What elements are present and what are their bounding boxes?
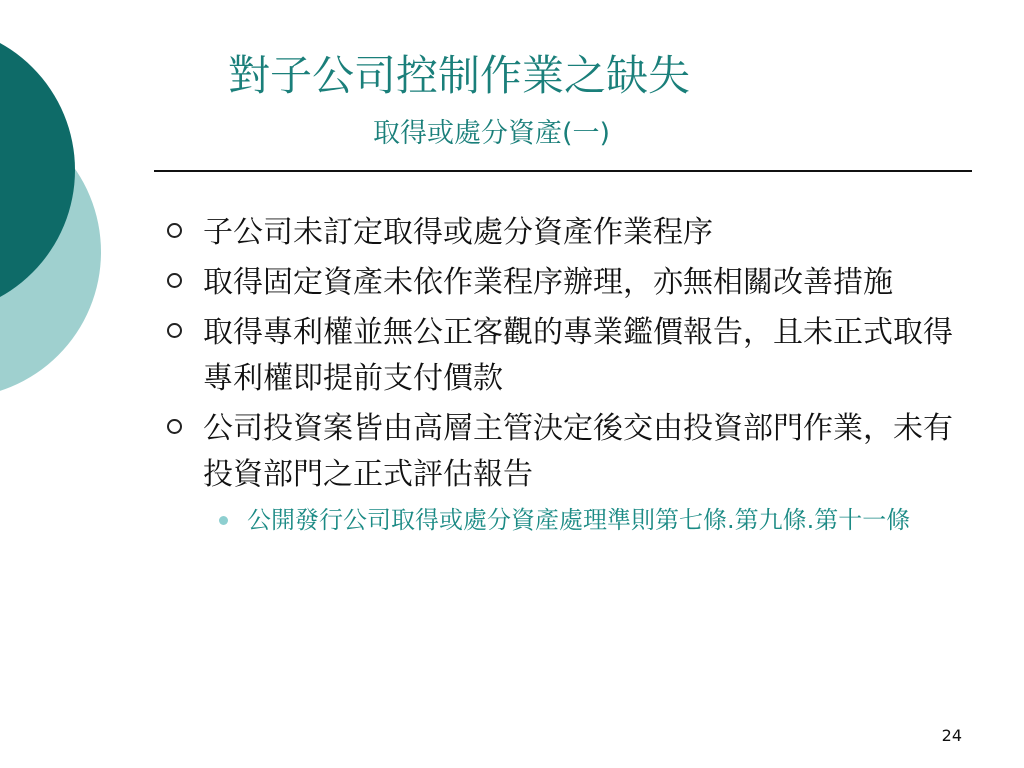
sub-bullet-item [203, 502, 965, 538]
filled-dot-bullet-icon [219, 516, 228, 525]
bullet-text: 公司投資案皆由高層主管決定後交由投資部門作業，未有投資部門之正式評估報告 [203, 411, 953, 492]
bullet-text: 取得專利權並無公正客觀的專業鑑價報告，且未正式取得專利權即提前支付價款 [203, 315, 953, 396]
bullet-text: 取得固定資產未依作業程序辦理，亦無相關改善措施 [203, 265, 893, 300]
bullet-text: 子公司未訂定取得或處分資產作業程序 [203, 215, 713, 250]
slide-subtitle: 取得或處分資產(一) [373, 118, 611, 149]
sub-bullet-text: 公開發行公司取得或處分資產處理準則第七條.第九條.第十一條 [247, 506, 911, 534]
hollow-circle-bullet-icon [167, 273, 182, 288]
hollow-circle-bullet-icon [167, 223, 182, 238]
decorative-circles [0, 0, 110, 420]
bullet-item [165, 210, 965, 256]
bullet-item [165, 406, 965, 498]
bullet-item [165, 260, 965, 306]
title-divider [154, 170, 972, 172]
page-number: 24 [941, 726, 962, 745]
slide-title: 對子公司控制作業之缺失 [228, 51, 691, 100]
bullet-item [165, 310, 965, 402]
hollow-circle-bullet-icon [167, 323, 182, 338]
bullet-list [165, 210, 965, 538]
hollow-circle-bullet-icon [167, 419, 182, 434]
